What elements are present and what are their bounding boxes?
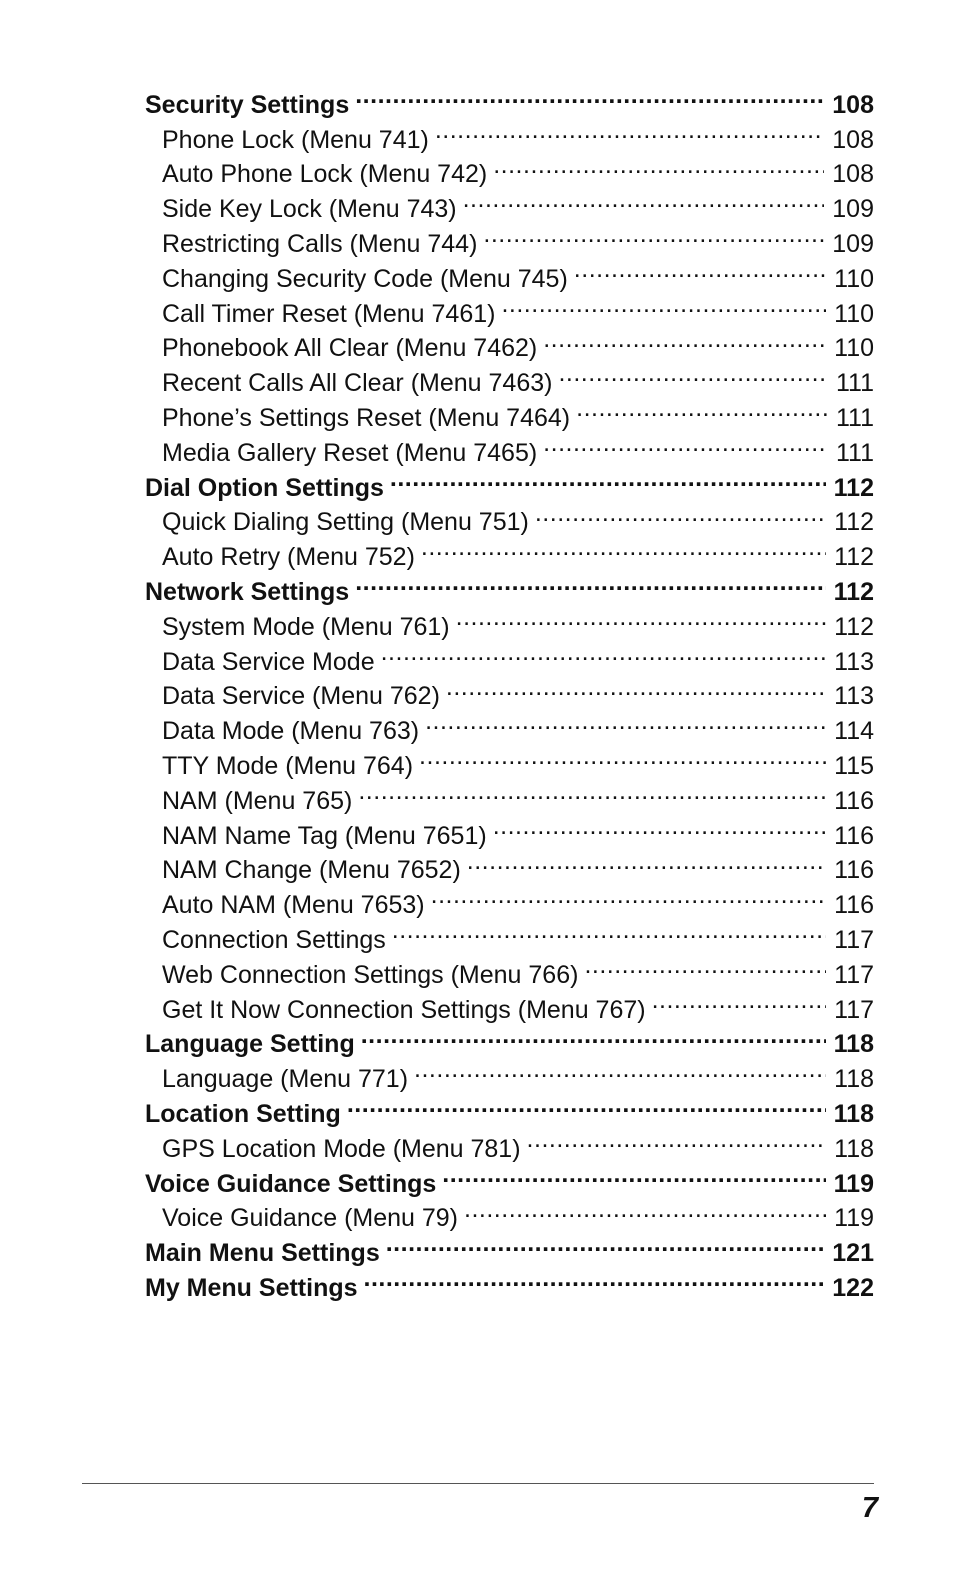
dot-leader	[493, 809, 826, 844]
toc-entry-label: Get It Now Connection Settings (Menu 767)	[162, 995, 646, 1024]
dot-leader	[431, 878, 827, 913]
toc-entry-page-number: 118	[834, 1134, 874, 1163]
toc-entry-page-number: 118	[833, 1099, 874, 1128]
toc-entry-label: Language (Menu 771)	[162, 1065, 409, 1094]
toc-entry-label: NAM Change (Menu 7652)	[162, 856, 461, 885]
toc-entry-page-number: 112	[834, 543, 874, 572]
toc-entry-label: NAM (Menu 765)	[162, 786, 353, 815]
toc-entry-page-number: 111	[835, 369, 874, 398]
dot-leader	[381, 635, 827, 670]
dot-leader	[576, 391, 828, 426]
toc-section-entry[interactable]	[145, 78, 874, 119]
toc-entry-page-number: 112	[834, 612, 874, 641]
dot-leader	[386, 1226, 825, 1261]
toc-entry-label: NAM Name Tag (Menu 7651)	[162, 821, 487, 850]
toc-entry-page-number: 116	[834, 786, 874, 815]
toc-entry-label: Web Connection Settings (Menu 766)	[162, 960, 579, 989]
toc-entry-page-number: 112	[833, 577, 874, 606]
toc-entry-label: Quick Dialing Setting (Menu 751)	[162, 508, 529, 537]
toc-entry-label: Call Timer Reset (Menu 7461)	[162, 299, 496, 328]
toc-entry-label: Auto Retry (Menu 752)	[162, 543, 415, 572]
toc-entry-label: Phonebook All Clear (Menu 7462)	[162, 334, 538, 363]
toc-entry-page-number: 118	[834, 1065, 874, 1094]
page-number: 7	[861, 1492, 878, 1524]
footer-rule	[82, 1483, 874, 1484]
toc-entry-page-number: 110	[834, 299, 874, 328]
dot-leader	[493, 148, 824, 183]
dot-leader	[543, 426, 828, 461]
toc-entry-label: Auto NAM (Menu 7653)	[162, 891, 425, 920]
toc-entry-label: Dial Option Settings	[145, 473, 384, 502]
toc-entry-label: Data Service Mode	[162, 647, 375, 676]
toc-entry-page-number: 108	[832, 125, 874, 154]
toc-entry-label: Data Service (Menu 762)	[162, 682, 440, 711]
dot-leader	[574, 252, 826, 287]
toc-entry-label: TTY Mode (Menu 764)	[162, 751, 414, 780]
dot-leader	[463, 182, 825, 217]
toc-entry-page-number: 115	[834, 751, 874, 780]
toc-entry-page-number: 122	[832, 1273, 874, 1302]
dot-leader	[358, 774, 826, 809]
toc-entry-label: Voice Guidance Settings	[145, 1169, 437, 1198]
dot-leader	[558, 356, 828, 391]
dot-leader	[355, 565, 825, 600]
toc-entry-page-number: 111	[835, 403, 874, 432]
toc-entry-page-number: 108	[832, 90, 874, 119]
toc-entry-page-number: 113	[834, 682, 874, 711]
dot-leader	[355, 78, 824, 113]
dot-leader	[464, 1192, 826, 1227]
toc-entry-page-number: 110	[834, 334, 874, 363]
dot-leader	[421, 530, 826, 565]
toc-entry-page-number: 108	[832, 160, 874, 189]
toc-entry-label: Changing Security Code (Menu 745)	[162, 264, 568, 293]
dot-leader	[456, 600, 827, 635]
toc-entry-label: Restricting Calls (Menu 744)	[162, 229, 478, 258]
dot-leader	[543, 322, 826, 357]
toc-entry-label: My Menu Settings	[145, 1273, 358, 1302]
toc-entry-label: Auto Phone Lock (Menu 742)	[162, 160, 488, 189]
dot-leader	[527, 1122, 827, 1157]
toc-entry-page-number: 112	[834, 508, 874, 537]
toc-entry-page-number: 116	[834, 856, 874, 885]
dot-leader	[361, 1018, 826, 1053]
toc-entry-page-number: 118	[833, 1030, 874, 1059]
toc-entry-label: Side Key Lock (Menu 743)	[162, 195, 457, 224]
toc-entry-label: Media Gallery Reset (Menu 7465)	[162, 438, 538, 467]
table-of-contents	[145, 78, 874, 1302]
dot-leader	[501, 287, 826, 322]
dot-leader	[442, 1157, 825, 1192]
dot-leader	[364, 1261, 825, 1296]
toc-entry-label: Security Settings	[145, 90, 350, 119]
dot-leader	[483, 217, 824, 252]
dot-leader	[584, 948, 826, 983]
toc-entry-page-number: 117	[834, 960, 874, 989]
toc-entry-page-number: 119	[834, 1204, 874, 1233]
dot-leader	[419, 739, 826, 774]
toc-entry-label: Phone’s Settings Reset (Menu 7464)	[162, 403, 571, 432]
dot-leader	[414, 1052, 826, 1087]
dot-leader	[467, 844, 826, 879]
toc-entry-page-number: 109	[832, 195, 874, 224]
toc-entry-page-number: 121	[832, 1239, 874, 1268]
toc-entry-label: Network Settings	[145, 577, 350, 606]
toc-entry-page-number: 116	[834, 821, 874, 850]
toc-entry-page-number: 112	[833, 473, 874, 502]
toc-entry-label: Main Menu Settings	[145, 1239, 380, 1268]
toc-entry-label: Phone Lock (Menu 741)	[162, 125, 429, 154]
toc-entry-label: GPS Location Mode (Menu 781)	[162, 1134, 521, 1163]
toc-entry-label: Connection Settings	[162, 925, 386, 954]
dot-leader	[446, 670, 826, 705]
toc-entry-label: Location Setting	[145, 1099, 341, 1128]
toc-entry-page-number: 111	[835, 438, 874, 467]
dot-leader	[425, 704, 826, 739]
toc-entry-page-number: 119	[833, 1169, 874, 1198]
dot-leader	[535, 496, 826, 531]
dot-leader	[435, 113, 824, 148]
toc-entry-page-number: 109	[832, 229, 874, 258]
toc-entry-page-number: 113	[834, 647, 874, 676]
toc-entry-page-number: 116	[834, 891, 874, 920]
toc-entry-label: Voice Guidance (Menu 79)	[162, 1204, 459, 1233]
toc-entry-page-number: 110	[834, 264, 874, 293]
dot-leader	[392, 913, 826, 948]
toc-entry-page-number: 117	[834, 925, 874, 954]
toc-entry-page-number: 117	[834, 995, 874, 1024]
dot-leader	[347, 1087, 826, 1122]
toc-entry-label: System Mode (Menu 761)	[162, 612, 450, 641]
dot-leader	[652, 983, 827, 1018]
toc-entry-label: Recent Calls All Clear (Menu 7463)	[162, 369, 553, 398]
toc-entry-page-number: 114	[834, 717, 874, 746]
toc-entry-label: Language Setting	[145, 1030, 355, 1059]
dot-leader	[390, 461, 826, 496]
toc-entry-label: Data Mode (Menu 763)	[162, 717, 420, 746]
